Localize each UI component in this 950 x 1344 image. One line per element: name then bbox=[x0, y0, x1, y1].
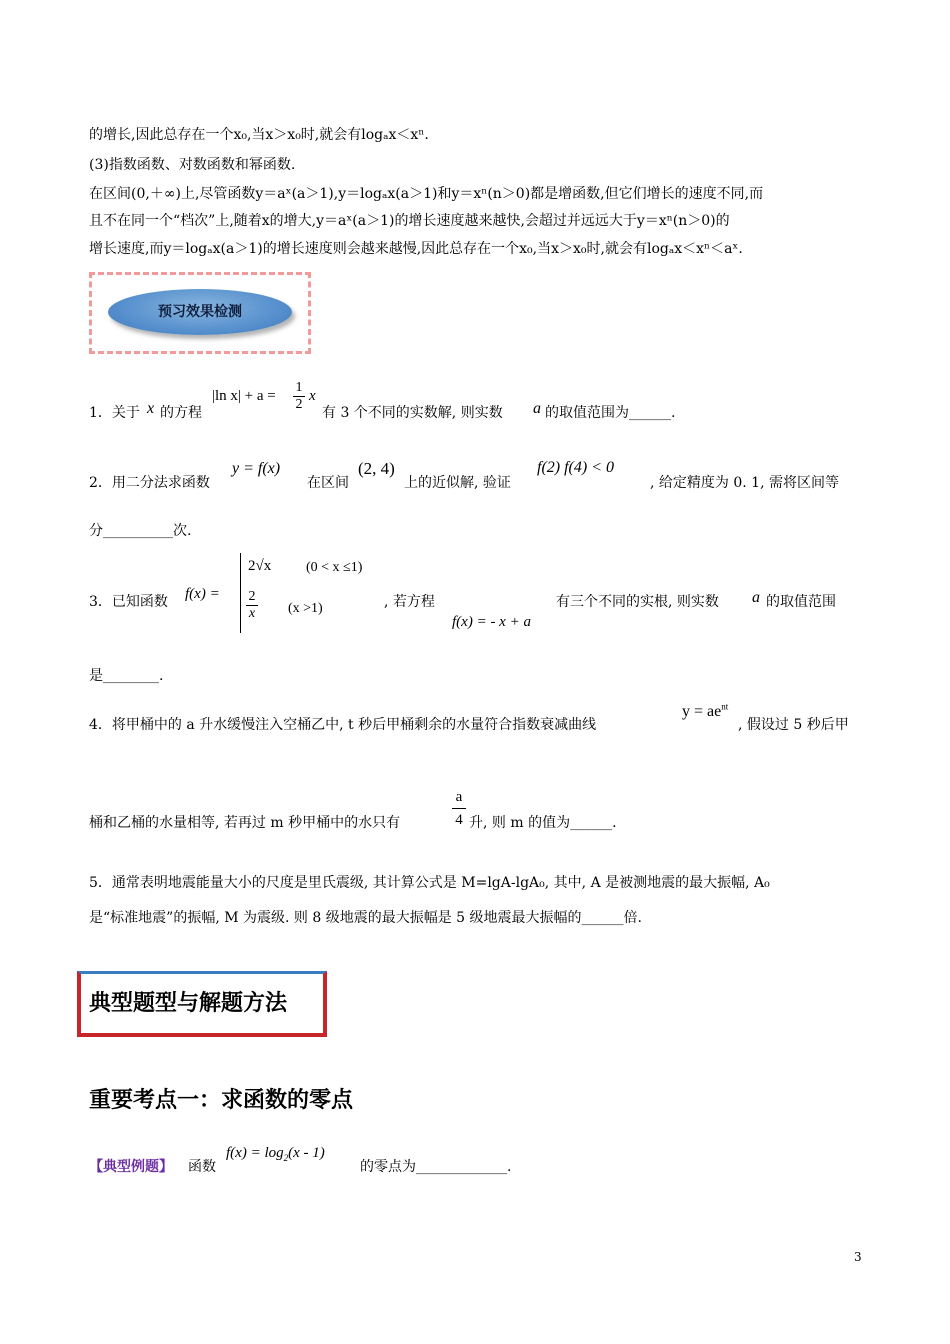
subsection-heading: 重要考点一：求函数的零点 bbox=[89, 1088, 354, 1113]
q2-interval: (2, 4) bbox=[358, 459, 395, 478]
q2-prefix: 2．用二分法求函数 bbox=[89, 475, 210, 491]
section-heading: 典型题型与解题方法 bbox=[89, 991, 288, 1016]
q1-var-a: a bbox=[533, 400, 541, 417]
q4-line-1: 4．将甲桶中的 a 升水缓慢注入空桶乙中, t 秒后甲桶剩余的水量符合指数衰减曲线 bbox=[89, 717, 597, 733]
q4-frac-den: 4 bbox=[452, 808, 466, 831]
q1-equation-lhs: |ln x| + a = bbox=[212, 388, 276, 404]
q1-frac-den: 2 bbox=[293, 396, 305, 413]
q2-mid-1: 在区间 bbox=[307, 475, 349, 491]
q1-equation-x: x bbox=[309, 388, 316, 404]
intro-line-2: (3)指数函数、对数函数和幂函数. bbox=[89, 157, 296, 173]
example-arg: (x - 1) bbox=[288, 1145, 325, 1161]
example-post: 的零点为_____________. bbox=[360, 1159, 512, 1175]
example-log-base: 2 bbox=[283, 1153, 289, 1163]
q2-condition: f(2) f(4) < 0 bbox=[537, 459, 614, 476]
intro-line-5: 增长速度,而y＝logₐx(a＞1)的增长速度则会越来越慢,因此总存在一个x₀,当x＞x₀时,就会有logₐx＜xⁿ＜aˣ. bbox=[89, 241, 743, 257]
q2-tail: , 给定精度为 0. 1, 需将区间等 bbox=[650, 475, 839, 491]
q3-line-2: 是________. bbox=[89, 668, 164, 684]
q3-fx: f(x) = bbox=[185, 586, 220, 602]
intro-line-1: 的增长,因此总存在一个x₀,当x＞x₀时,就会有logₐx＜xⁿ. bbox=[89, 127, 429, 143]
q3-var-a: a bbox=[752, 589, 760, 606]
example-function bbox=[226, 1145, 325, 1162]
q5-line-1: 5．通常表明地震能量大小的尺度是里氏震级, 其计算公式是 M=lgA-lgA₀, 其中, A 是被测地震的最大振幅, A₀ bbox=[89, 875, 770, 891]
q1-suffix: 有 3 个不同的实数解, 则实数 bbox=[322, 405, 503, 421]
q4-frac-num: a bbox=[455, 789, 463, 805]
q4-curve bbox=[682, 703, 728, 721]
intro-line-4: 且不在同一个“档次”上,随着x的增大,y＝aˣ(a＞1)的增长速度越来越快,会超过并远远大于y＝xⁿ(n＞0)的 bbox=[89, 213, 730, 229]
q1-frac-num: 1 bbox=[295, 380, 303, 395]
q2-function: y = f(x) bbox=[232, 460, 281, 477]
preview-check-badge bbox=[89, 272, 311, 354]
q5-line-2: 是“标准地震”的振幅, M 为震级. 则 8 级地震的最大振幅是 5 级地震最大振幅的______倍. bbox=[89, 910, 642, 926]
q4-line-1-tail: , 假设过 5 秒后甲 bbox=[738, 717, 849, 733]
q3-equation: f(x) = - x + a bbox=[452, 614, 531, 630]
badge-label: 预习效果检测 bbox=[108, 289, 292, 335]
q1-var-x: x bbox=[147, 400, 155, 417]
q3-mid: , 若方程 bbox=[384, 594, 435, 610]
q4-curve-exponent: nt bbox=[721, 701, 729, 712]
example-func: f(x) = log bbox=[226, 1145, 284, 1161]
q1-mid: 的方程 bbox=[160, 405, 202, 421]
q3-case-2-den: x bbox=[246, 605, 258, 622]
example-pre: 函数 bbox=[188, 1159, 216, 1175]
q1-fraction bbox=[293, 380, 305, 413]
q1-prefix: 1．关于 bbox=[89, 405, 140, 421]
q3-case-2-num: 2 bbox=[248, 589, 256, 604]
q3-case-1-expr: 2√x bbox=[248, 558, 272, 574]
section-heading-box bbox=[77, 971, 327, 1037]
q2-mid-2: 上的近似解, 验证 bbox=[404, 475, 511, 491]
q4-line-2-post: 升, 则 m 的值为______. bbox=[469, 815, 617, 831]
page-number: 3 bbox=[854, 1250, 862, 1264]
q3-tail-2: 的取值范围 bbox=[766, 594, 836, 610]
q3-case-2-cond: (x >1) bbox=[288, 601, 323, 616]
q4-fraction bbox=[452, 786, 466, 831]
example-label: 【典型例题】 bbox=[89, 1159, 173, 1175]
q1-tail: 的取值范围为______. bbox=[545, 405, 676, 421]
q3-case-1-cond: (0 < x ≤1) bbox=[306, 560, 363, 575]
q3-case-2-fraction bbox=[246, 589, 258, 622]
q3-tail: 有三个不同的实根, 则实数 bbox=[556, 594, 719, 610]
q3-prefix: 3．已知函数 bbox=[89, 594, 168, 610]
q4-curve-base: y = ae bbox=[682, 703, 722, 720]
q4-line-2-pre: 桶和乙桶的水量相等, 若再过 m 秒甲桶中的水只有 bbox=[89, 815, 401, 831]
intro-line-3: 在区间(0,＋∞)上,尽管函数y＝aˣ(a＞1),y＝logₐx(a＞1)和y＝xⁿ(n＞0)都是增函数,但它们增长的速度不同,而 bbox=[89, 186, 764, 202]
q2-line-2: 分__________次. bbox=[89, 523, 192, 539]
